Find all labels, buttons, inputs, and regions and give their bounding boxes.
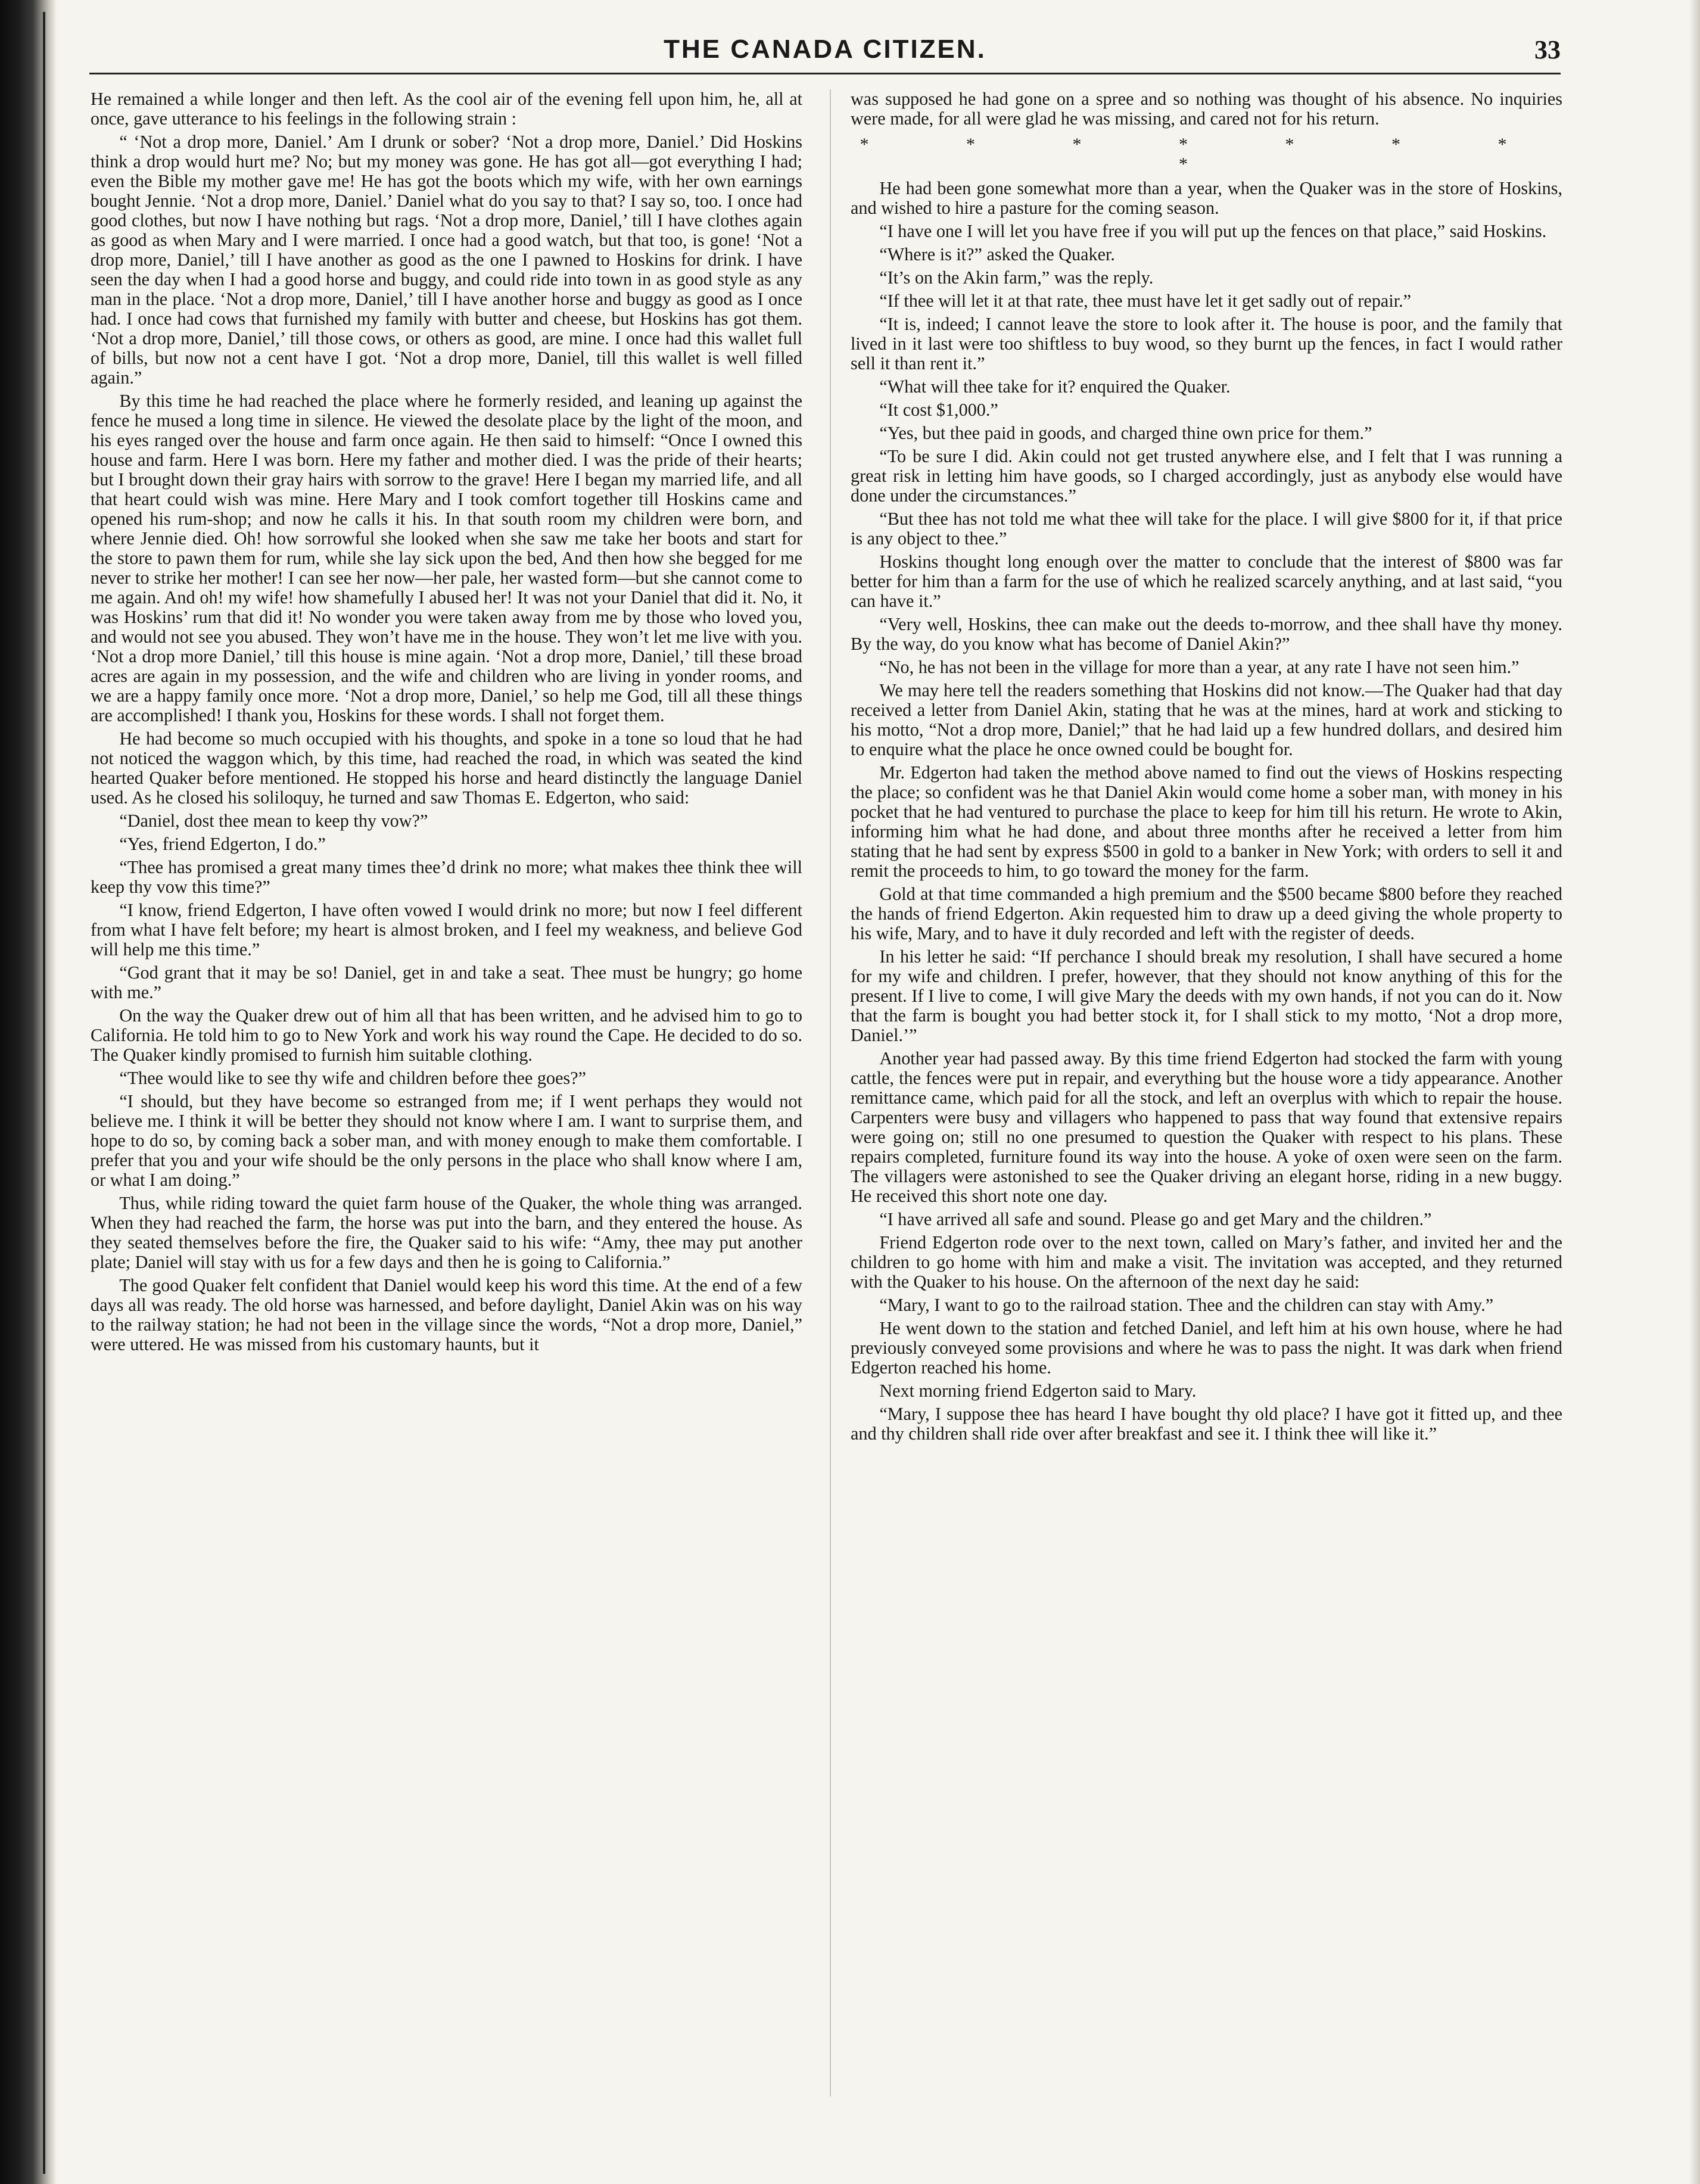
- paragraph: Another year had passed away. By this time friend Edgerton had stocked the farm with young cattle, the fences were put in repair, and everything but the house wore a tidy appearance. Another remittance came, which paid for all the stock, and left an overplus with which to repair the house. Carpenters were busy and villagers who happened to pass that way found that extensive repairs were going on; still no one presumed to question the Quaker with respect to his plans. These repairs completed, furniture found its way into the house. A yoke of oxen were seen on the farm. The villagers were astonished to see the Quaker driving an elegant horse, riding in a new buggy. He received this short note one day.: [851, 1048, 1562, 1206]
- paragraph: Mr. Edgerton had taken the method above named to find out the views of Hoskins respecting the place; so confident was he that Daniel Akin would come home a sober man, with money in his pocket that he had ventured to purchase the place to keep for him till his return. He wrote to Akin, informing him what he had done, and about three months after he received a letter from him stating that he had sent by express $500 in gold to a banker in New York; with orders to sell it and remit the proceeds to him, to go toward the money for the farm.: [851, 762, 1562, 881]
- publication-title: THE CANADA CITIZEN.: [664, 35, 986, 64]
- paragraph: Hoskins thought long enough over the matter to conclude that the interest of $800 was far better for him than a farm for the use of which he realized scarcely anything, and at last said, “you can have it.”: [851, 552, 1562, 611]
- paragraph: “It cost $1,000.”: [879, 400, 998, 420]
- header-rule: [89, 73, 1561, 74]
- page-header: [89, 35, 1561, 76]
- paragraph: “If thee will let it at that rate, thee must have let it get sadly out of repair.”: [879, 291, 1412, 311]
- scan-right-edge: [1689, 0, 1700, 2184]
- paragraph: “Mary, I want to go to the railroad station. Thee and the children can stay with Amy.”: [879, 1295, 1494, 1315]
- paragraph: “I should, but they have become so estranged from me; if I went perhaps they would not believe me. I think it will be better they should not know where I am. I want to surprise them, and hope to do so, by coming back a sober man, and with money enough to make them comfortable. I prefer that you and your wife should be the only persons in the place who shall know where I am, or what I am doing.”: [91, 1091, 802, 1190]
- paragraph: Next morning friend Edgerton said to Mary.: [879, 1381, 1197, 1401]
- scan-binding-line: [43, 12, 45, 2174]
- paragraph: By this time he had reached the place where he formerly resided, and leaning up against the fence he mused a long time in silence. He viewed the desolate place by the light of the moon, and his eyes ranged over the house and farm once again. He then said to himself: “Once I owned this house and farm. Here I was born. Here my father and mother died. I was the pride of their hearts; but I brought down their gray hairs with sorrow to the grave! Here I began my married life, and all that heart could wish was mine. Here Mary and I took comfort together till Hoskins came and opened his rum-shop; and now he calls it his. In that south room my children were born, and where Jennie died. Oh! how sorrowful she looked when she saw me take her boots and start for the store to pawn them for rum, while she lay sick upon the bed, And then how she begged for me never to strike her mother! I can see her now—her pale, her wasted form—but she cannot come to me again. And oh! my wife! how shamefully I abused her! It was not your Daniel that did it. No, it was Hoskins’ rum that did it! No wonder you were taken away from me by those who loved you, and would not see you abused. They won’t have me in the house. They won’t let me live with you. ‘Not a drop more Daniel,’ till this house is mine again. ‘Not a drop more, Daniel,’ till these broad acres are again in my possession, and the wife and children who are living in yonder rooms, and we are a happy family once more. ‘Not a drop more, Daniel,’ so help me God, till all these things are accomplished! I thank you, Hoskins for these words. I shall not forget them.: [91, 391, 802, 725]
- paragraph: “No, he has not been in the village for more than a year, at any rate I have not seen him.”: [879, 657, 1520, 677]
- right-column: [851, 89, 1562, 1447]
- paragraph: He had become so much occupied with his thoughts, and spoke in a tone so loud that he had not noticed the waggon which, by this time, had reached the road, in which was seated the kind hearted Quaker before mentioned. He stopped his horse and heard distinctly the language Daniel used. As he closed his soliloquy, he turned and saw Thomas E. Edgerton, who said:: [91, 728, 802, 808]
- left-column: [91, 89, 802, 1358]
- paragraph: “It is, indeed; I cannot leave the store to look after it. The house is poor, and the family that lived in it last were too shiftless to buy wood, so they burnt up the fences, in fact I would rather sell it than rent it.”: [851, 314, 1562, 373]
- paragraph: The good Quaker felt confident that Daniel would keep his word this time. At the end of a few days all was ready. The old horse was harnessed, and before daylight, Daniel Akin was on his way to the railway station; he had not been in the village since the words, “Not a drop more, Daniel,” were uttered. He was missed from his customary haunts, but it: [91, 1275, 802, 1354]
- paragraph: “To be sure I did. Akin could not get trusted anywhere else, and I felt that I was running a great risk in letting him have goods, so I charged accordingly, just as anybody else would have done under the circumstances.”: [851, 446, 1562, 506]
- paragraph: “I have one I will let you have free if you will put up the fences on that place,” said Hoskins.: [879, 221, 1547, 241]
- section-break: * * * * * * * *: [860, 135, 1553, 174]
- paragraph: We may here tell the readers something that Hoskins did not know.—The Quaker had that day received a letter from Daniel Akin, stating that he was at the mines, hard at work and sticking to his motto, “Not a drop more, Daniel;” that he had laid up a few hundred dollars, and desired him to enquire what the place he once owned could be bought for.: [851, 680, 1562, 759]
- paragraph: “Yes, friend Edgerton, I do.”: [119, 834, 326, 854]
- column-divider: [830, 89, 831, 2096]
- paragraph: was supposed he had gone on a spree and so nothing was thought of his absence. No inquiries were made, for all were glad he was missing, and cared not for his return.: [851, 89, 1562, 129]
- paragraph: “Very well, Hoskins, thee can make out the deeds to-morrow, and thee shall have thy money. By the way, do you know what has become of Daniel Akin?”: [851, 614, 1562, 654]
- paragraph: “God grant that it may be so! Daniel, get in and take a seat. Thee must be hungry; go home with me.”: [91, 962, 802, 1002]
- paragraph: “ ‘Not a drop more, Daniel.’ Am I drunk or sober? ‘Not a drop more, Daniel.’ Did Hoskins think a drop would hurt me? No; but my money was gone. He has got all—got everything I had; even the Bible my mother gave me! He has got the boots which my wife, with her own earnings bought Jennie. ‘Not a drop more, Daniel.’ Daniel what do you say to that? I say so, too. I once had good clothes, but now I have nothing but rags. ‘Not a drop more, Daniel,’ till I have clothes again as good as when Mary and I were married. I once had a good watch, but that too, is gone! ‘Not a drop more, Daniel,’ till I have another as good as the one I pawned to Hoskins for drink. I have seen the day when I had a good horse and buggy, and could ride into town in as good style as any man in the place. ‘Not a drop more, Daniel,’ till I have another horse and buggy as good as I once had. I once had cows that furnished my family with butter and cheese, but Hoskins has got them. ‘Not a drop more, Daniel,’ till those cows, or others as good, are mine. I once had this wallet full of bills, but now not a cent have I got. ‘Not a drop more, Daniel, till this wallet is well filled again.”: [91, 132, 802, 388]
- paragraph: “Mary, I suppose thee has heard I have bought thy old place? I have got it fitted up, and thee and thy children shall ride over after breakfast and see it. I think thee will like it.”: [851, 1404, 1562, 1444]
- paragraph: He went down to the station and fetched Daniel, and left him at his own house, where he had previously conveyed some provisions and where he was to pass the night. It was dark when friend Edgerton reached his home.: [851, 1318, 1562, 1378]
- paragraph: “I know, friend Edgerton, I have often vowed I would drink no more; but now I feel different from what I have felt before; my heart is almost broken, and I feel my weakness, and believe God will help me this time.”: [91, 900, 802, 959]
- paragraph: Friend Edgerton rode over to the next town, called on Mary’s father, and invited her and the children to go home with him and make a visit. The invitation was accepted, and they returned with the Quaker to his house. On the afternoon of the next day he said:: [851, 1232, 1562, 1292]
- page-number: 33: [1534, 35, 1561, 64]
- paragraph: “But thee has not told me what thee will take for the place. I will give $800 for it, if that price is any object to thee.”: [851, 509, 1562, 549]
- paragraph: Thus, while riding toward the quiet farm house of the Quaker, the whole thing was arranged. When they had reached the farm, the horse was put into the barn, and they entered the house. As they seated themselves before the fire, the Quaker said to his wife: “Amy, thee may put another plate; Daniel will stay with us for a few days and then he is going to California.”: [91, 1193, 802, 1272]
- paragraph: “Thee would like to see thy wife and children before thee goes?”: [119, 1068, 587, 1088]
- paragraph: “I have arrived all safe and sound. Please go and get Mary and the children.”: [879, 1209, 1432, 1229]
- paragraph: He had been gone somewhat more than a year, when the Quaker was in the store of Hoskins, and wished to hire a pasture for the coming season.: [851, 178, 1562, 218]
- paragraph: “What will thee take for it? enquired the Quaker.: [879, 376, 1231, 397]
- paragraph: On the way the Quaker drew out of him all that has been written, and he advised him to go to California. He told him to go to New York and work his way round the Cape. He decided to do so. The Quaker kindly promised to furnish him suitable clothing.: [91, 1005, 802, 1065]
- scan-binding-shadow: [0, 0, 57, 2184]
- paragraph: “Where is it?” asked the Quaker.: [879, 244, 1115, 264]
- paragraph: In his letter he said: “If perchance I should break my resolution, I shall have secured a home for my wife and children. I prefer, however, that they should not know anything of this for the present. If I live to come, I will give Mary the deeds with my own hands, if not you can do it. Now that the farm is bought you had better stock it, for I shall stick to my motto, ‘Not a drop more, Daniel.’”: [851, 946, 1562, 1045]
- paragraph: Gold at that time commanded a high premium and the $500 became $800 before they reached the hands of friend Edgerton. Akin requested him to draw up a deed giving the whole property to his wife, Mary, and to have it duly recorded and left with the register of deeds.: [851, 884, 1562, 943]
- paragraph: “Thee has promised a great many times thee’d drink no more; what makes thee think thee will keep thy vow this time?”: [91, 857, 802, 897]
- paragraph: He remained a while longer and then left. As the cool air of the evening fell upon him, he, all at once, gave utterance to his feelings in the following strain :: [91, 89, 802, 129]
- paragraph: “Daniel, dost thee mean to keep thy vow?”: [119, 811, 428, 831]
- paragraph: “It’s on the Akin farm,” was the reply.: [879, 267, 1154, 288]
- paragraph: “Yes, but thee paid in goods, and charged thine own price for them.”: [879, 423, 1372, 443]
